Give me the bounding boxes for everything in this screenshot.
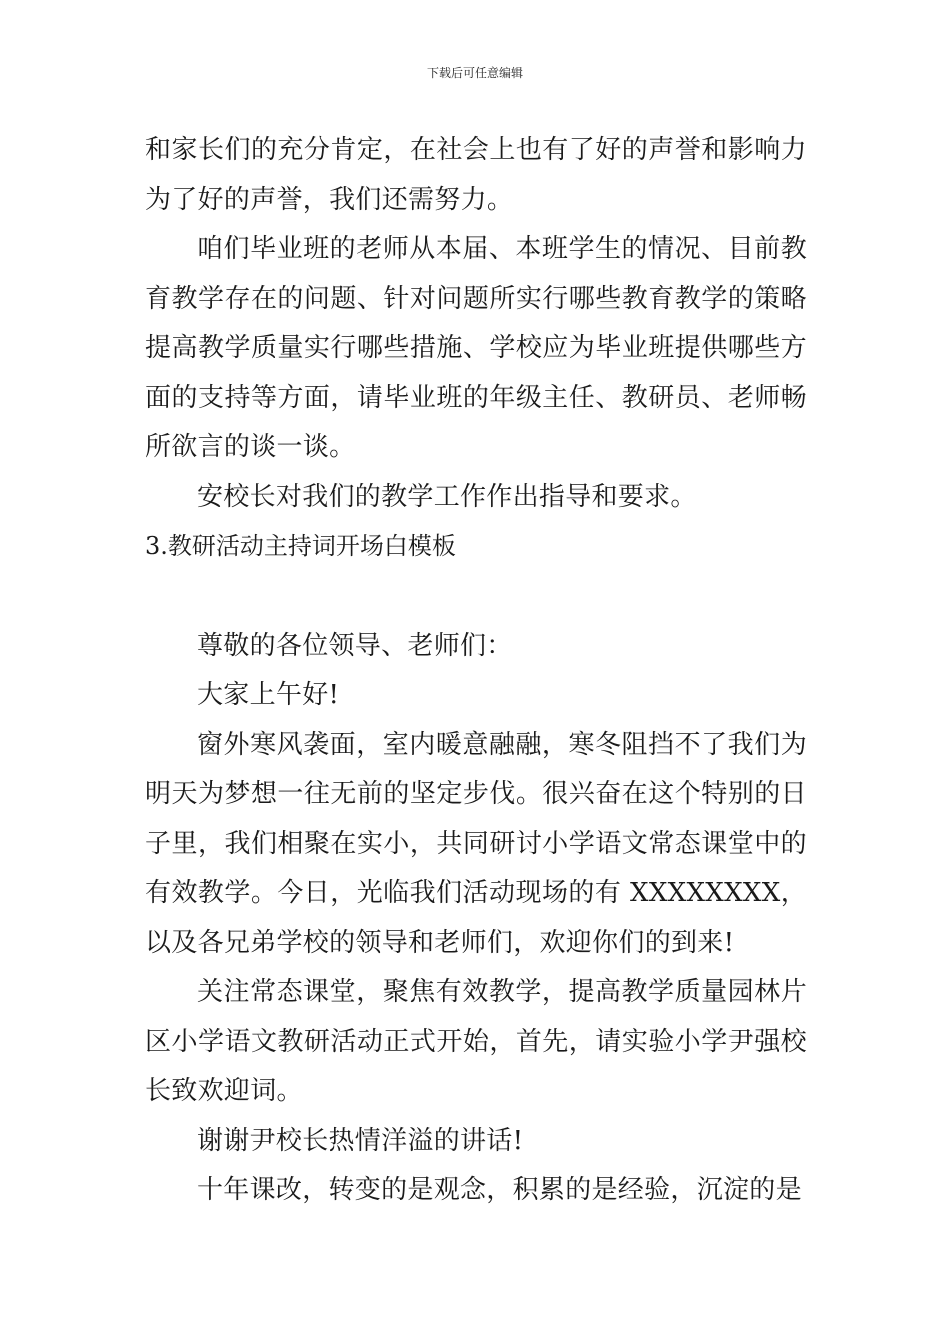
paragraph-opening: 窗外寒风袭面，室内暖意融融，寒冬阻挡不了我们为明天为梦想一往无前的坚定步伐。很兴奋在这个特别的日子里，我们相聚在实小，共同研讨小学语文常态课堂中的有效教学。今日，光临我们活动现场的有 XXXXXXXX，以及各兄弟学校的领导和老师们，欢迎你们的到来! xyxy=(145,729,807,958)
paragraph-reform: 十年课改，转变的是观念，积累的是经验，沉淀的是 xyxy=(197,1175,802,1205)
blank-line xyxy=(145,572,807,622)
section-title: 3.教研活动主持词开场白模板 xyxy=(145,532,456,560)
greeting-line: 尊敬的各位领导、老师们： xyxy=(197,630,513,661)
paragraph-thanks: 谢谢尹校长热情洋溢的讲话! xyxy=(197,1125,524,1156)
page-header: 下载后可任意编辑 xyxy=(426,66,523,80)
hello-line: 大家上午好! xyxy=(197,680,340,710)
paragraph-principal-guidance: 安校长对我们的教学工作作出指导和要求。 xyxy=(197,481,697,512)
paragraph-graduating-teachers: 咱们毕业班的老师从本届、本班学生的情况、目前教育教学存在的问题、针对问题所实行哪些教育教学的策略提高教学质量实行哪些措施、学校应为毕业班提供哪些方面的支持等方面，请毕业班的年级主任、教研员、老师畅所欲言的谈一谈。 xyxy=(145,234,807,462)
paragraph-activity-start: 关注常态课堂，聚焦有效教学，提高教学质量园林片区小学语文教研活动正式开始，首先，请实验小学尹强校长致欢迎词。 xyxy=(145,977,807,1106)
document-body xyxy=(145,126,807,1216)
paragraph-continued: 和家长们的充分肯定，在社会上也有了好的声誉和影响力为了好的声誉，我们还需努力。 xyxy=(145,135,807,215)
